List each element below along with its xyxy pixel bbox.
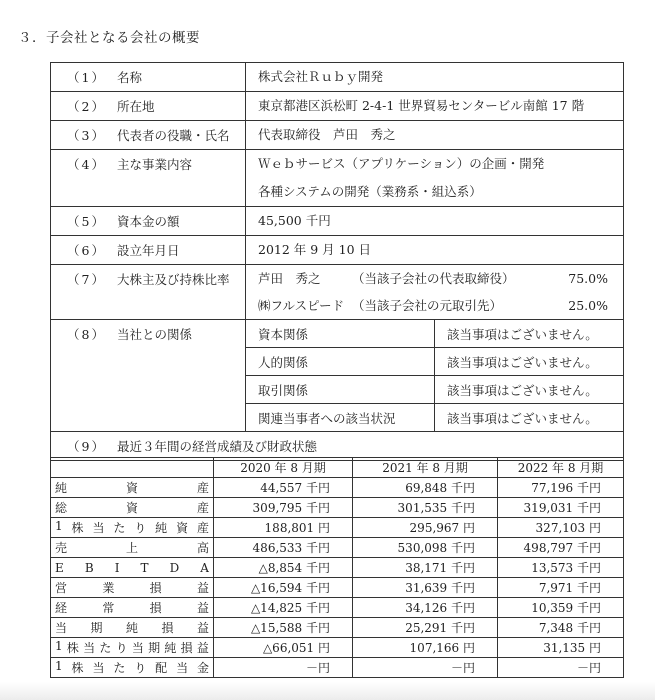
metric-label-char: 1 [55, 519, 63, 533]
metric-label-char: 純 [55, 481, 68, 495]
metric-value: 327,103 円 [498, 518, 624, 538]
row-label [51, 437, 623, 455]
metric-label-char: 損 [180, 641, 193, 655]
shareholder-name: ㈱フルスピード [258, 298, 345, 313]
metric-label [55, 639, 209, 656]
financials-table [50, 457, 624, 678]
metric-value: 309,795 千円 [214, 498, 353, 518]
metric-value: 107,166 円 [353, 638, 498, 658]
metric-label-char: 純 [164, 641, 177, 655]
financials-header-row [51, 458, 624, 478]
item-label: 所在地 [117, 99, 155, 114]
metric-value: △16,594 千円 [214, 578, 353, 598]
row-label [51, 92, 245, 120]
metric-value: 530,098 千円 [353, 538, 498, 558]
overview-value-cell [246, 92, 624, 121]
metric-label-char: 産 [196, 521, 209, 535]
metric-value: 34,126 千円 [353, 598, 498, 618]
header-empty-cell [51, 458, 214, 478]
row-label [51, 63, 245, 91]
metric-label-char: り [134, 661, 147, 675]
metric-label [55, 619, 209, 636]
relation-status: 該当事項はございません。 [435, 404, 624, 432]
relation-type: 人的関係 [246, 348, 435, 376]
metric-value: －円 [214, 658, 353, 678]
financials-row [51, 658, 624, 678]
metric-label [55, 659, 209, 676]
metric-label [55, 479, 209, 496]
overview-value-cell [246, 121, 624, 150]
row-label-cell [51, 121, 246, 150]
metric-label-char: D [169, 560, 180, 575]
metric-label-char: 当 [83, 641, 96, 655]
financials-row [51, 538, 624, 558]
row-label [51, 236, 245, 264]
metric-label-char: 損 [149, 581, 162, 595]
item-number: （4） [67, 157, 106, 172]
overview-row [51, 92, 624, 121]
metric-label-char: 資 [176, 521, 189, 535]
overview-row [51, 121, 624, 150]
metric-value: 13,573 千円 [498, 558, 624, 578]
row-label [51, 207, 245, 235]
metric-label-cell [51, 518, 214, 538]
item-label: 最近３年間の経営成績及び財政状態 [117, 439, 318, 454]
relation-status: 該当事項はございません。 [435, 376, 624, 404]
row-label-cell [51, 150, 246, 207]
metric-value: △66,051 円 [214, 638, 353, 658]
item-number: （8） [67, 326, 106, 342]
metric-label-char: I [114, 560, 120, 575]
overview-value: 東京都港区浜松町 2-4-1 世界貿易センタービル南館 17 階 [258, 98, 585, 113]
metric-value: △15,588 千円 [214, 618, 353, 638]
row-label-cell [51, 207, 246, 236]
shareholder-entry [246, 265, 623, 292]
relation-status: 該当事項はございません。 [435, 348, 624, 376]
overview-value: 各種システムの開発（業務系・組込系） [258, 184, 482, 199]
relation-row [51, 320, 624, 348]
relation-type: 資本関係 [246, 320, 435, 348]
metric-label-cell [51, 598, 214, 618]
metric-value: 7,348 千円 [498, 618, 624, 638]
metric-label-char: た [113, 521, 126, 535]
overview-value-cell [246, 150, 624, 207]
metric-value: 31,639 千円 [353, 578, 498, 598]
metric-label-cell [51, 578, 214, 598]
metric-label [55, 519, 209, 536]
metric-value: 69,848 千円 [353, 478, 498, 498]
metric-label [55, 499, 209, 516]
metric-label-cell [51, 618, 214, 638]
metric-label-char: B [84, 560, 94, 575]
metric-value: △14,825 千円 [214, 598, 353, 618]
shareholder-percentage: 75.0% [568, 271, 608, 286]
metric-label-char: 業 [102, 581, 115, 595]
metric-value: －円 [498, 658, 624, 678]
metric-label-char: 純 [155, 521, 168, 535]
item-number: （7） [67, 271, 106, 287]
metric-value: －円 [353, 658, 498, 678]
metric-value: 44,557 千円 [214, 478, 353, 498]
metric-label-char: A [200, 560, 209, 575]
metric-label-char: 益 [196, 641, 209, 655]
financials-row [51, 478, 624, 498]
period-header: 2022 年 8 月期 [498, 458, 624, 478]
row-label-cell [51, 320, 246, 432]
metric-value: 10,359 千円 [498, 598, 624, 618]
item-number: （9） [67, 439, 106, 454]
metric-label-char: 1 [55, 639, 63, 653]
overview-row [51, 150, 624, 207]
shareholder-entry [246, 292, 623, 319]
item-label: 代表者の役職・氏名 [117, 128, 230, 143]
metric-label-cell [51, 638, 214, 658]
shareholder-role: （当該子会社の代表取締役） [352, 271, 515, 286]
metric-label-char: 配 [155, 661, 168, 675]
metric-label-char: 益 [196, 601, 209, 615]
metric-label-cell [51, 478, 214, 498]
item-number: （3） [67, 128, 106, 143]
overview-value-cell [246, 207, 624, 236]
row-label-cell [51, 265, 246, 320]
overview-row [51, 236, 624, 265]
item-number: （1） [67, 70, 106, 85]
item-label: 主な事業内容 [117, 157, 193, 172]
metric-label-cell [51, 558, 214, 578]
metric-label-char: り [134, 521, 147, 535]
relation-type: 取引関係 [246, 376, 435, 404]
metric-label-char: 金 [196, 661, 209, 675]
row-label [51, 150, 245, 178]
overview-value: Ｗｅｂサービス（アプリケーション）の企画・開発 [258, 156, 545, 171]
metric-label-char: 当 [131, 641, 144, 655]
metric-label-char: T [140, 560, 149, 575]
metric-label-char: 上 [125, 541, 138, 555]
overview-value-cell [246, 236, 624, 265]
overview-row [51, 207, 624, 236]
metric-label-char: た [113, 661, 126, 675]
overview-value: 株式会社Ｒｕｂｙ開発 [258, 69, 384, 84]
item-label: 大株主及び持株比率 [117, 271, 230, 287]
metric-value: 25,291 千円 [353, 618, 498, 638]
metric-value: 295,967 円 [353, 518, 498, 538]
metric-label-char: 当 [176, 661, 189, 675]
overview-row [51, 63, 624, 92]
financials-row [51, 558, 624, 578]
metric-label-char: 営 [55, 581, 68, 595]
shareholder-percentage: 25.0% [568, 298, 608, 313]
financials-row [51, 618, 624, 638]
row-label [51, 121, 245, 149]
metric-label-char: 高 [196, 541, 209, 555]
metric-label-char: 株 [71, 521, 84, 535]
metric-value: △8,854 千円 [214, 558, 353, 578]
company-overview-table [50, 62, 624, 461]
metric-label [55, 539, 209, 556]
row-label [51, 320, 245, 347]
metric-label-char: 産 [196, 481, 209, 495]
financials-row [51, 598, 624, 618]
metric-label-char: 売 [55, 541, 68, 555]
row-label-cell [51, 92, 246, 121]
metric-label-char: 当 [92, 661, 105, 675]
metric-label-char: り [115, 641, 128, 655]
metric-label-char: E [55, 560, 64, 575]
overview-value: 代表取締役 芦田 秀之 [258, 127, 396, 142]
overview-value-cell [246, 63, 624, 92]
overview-value: 45,500 千円 [258, 213, 331, 228]
item-number: （5） [67, 214, 106, 229]
metric-label-char: 株 [71, 661, 84, 675]
row-label-cell [51, 63, 246, 92]
period-header: 2021 年 8 月期 [353, 458, 498, 478]
metric-label-char: 期 [90, 621, 103, 635]
financials-row [51, 518, 624, 538]
metric-value: 188,801 円 [214, 518, 353, 538]
shareholder-name: 芦田 秀之 [258, 271, 321, 286]
relation-type: 関連当事者への該当状況 [246, 404, 435, 432]
metric-label-cell [51, 658, 214, 678]
metric-label-char: 資 [125, 501, 138, 515]
metric-value: 31,135 円 [498, 638, 624, 658]
metric-value: 7,971 千円 [498, 578, 624, 598]
metric-value: 486,533 千円 [214, 538, 353, 558]
metric-value: 498,797 千円 [498, 538, 624, 558]
metric-label-cell [51, 498, 214, 518]
item-number: （6） [67, 243, 106, 258]
metric-label-char: 純 [125, 621, 138, 635]
metric-label-char: 産 [196, 501, 209, 515]
metric-label-char: 益 [196, 581, 209, 595]
metric-label [55, 599, 209, 616]
metric-label-char: 1 [55, 659, 63, 673]
metric-value: 38,171 千円 [353, 558, 498, 578]
financials-row [51, 638, 624, 658]
row-label-cell [51, 236, 246, 265]
section-heading: ３．子会社となる会社の概要 [18, 30, 200, 46]
relation-status: 該当事項はございません。 [435, 320, 624, 348]
item-label: 名称 [117, 70, 143, 85]
shareholders-cell [246, 265, 624, 320]
metric-label-char: 総 [55, 501, 68, 515]
metric-label-char: 常 [102, 601, 115, 615]
metric-label-char: 当 [92, 521, 105, 535]
period-header: 2020 年 8 月期 [214, 458, 353, 478]
metric-label-char: 損 [161, 621, 174, 635]
item-label: 当社との関係 [117, 326, 193, 342]
metric-label-char: 期 [148, 641, 161, 655]
financials-row [51, 498, 624, 518]
item-label: 設立年月日 [117, 243, 180, 258]
metric-value: 77,196 千円 [498, 478, 624, 498]
item-label: 資本金の額 [117, 214, 180, 229]
metric-label [55, 579, 209, 596]
shareholder-role: （当該子会社の元取引先） [352, 298, 503, 313]
item-number: （2） [67, 99, 106, 114]
financials-row [51, 578, 624, 598]
shareholders-row [51, 265, 624, 320]
metric-label-char: 株 [66, 641, 79, 655]
metric-label-char: 資 [125, 481, 138, 495]
page-bottom-shadow [0, 682, 655, 700]
metric-label-char: 経 [55, 601, 68, 615]
metric-label-char: 当 [55, 621, 68, 635]
metric-value: 301,535 千円 [353, 498, 498, 518]
metric-label-char: た [99, 641, 112, 655]
metric-label [55, 561, 209, 575]
overview-value: 2012 年 9 月 10 日 [258, 242, 372, 257]
metric-value: 319,031 千円 [498, 498, 624, 518]
row-label [51, 265, 245, 292]
metric-label-char: 益 [196, 621, 209, 635]
metric-label-char: 損 [149, 601, 162, 615]
metric-label-cell [51, 538, 214, 558]
